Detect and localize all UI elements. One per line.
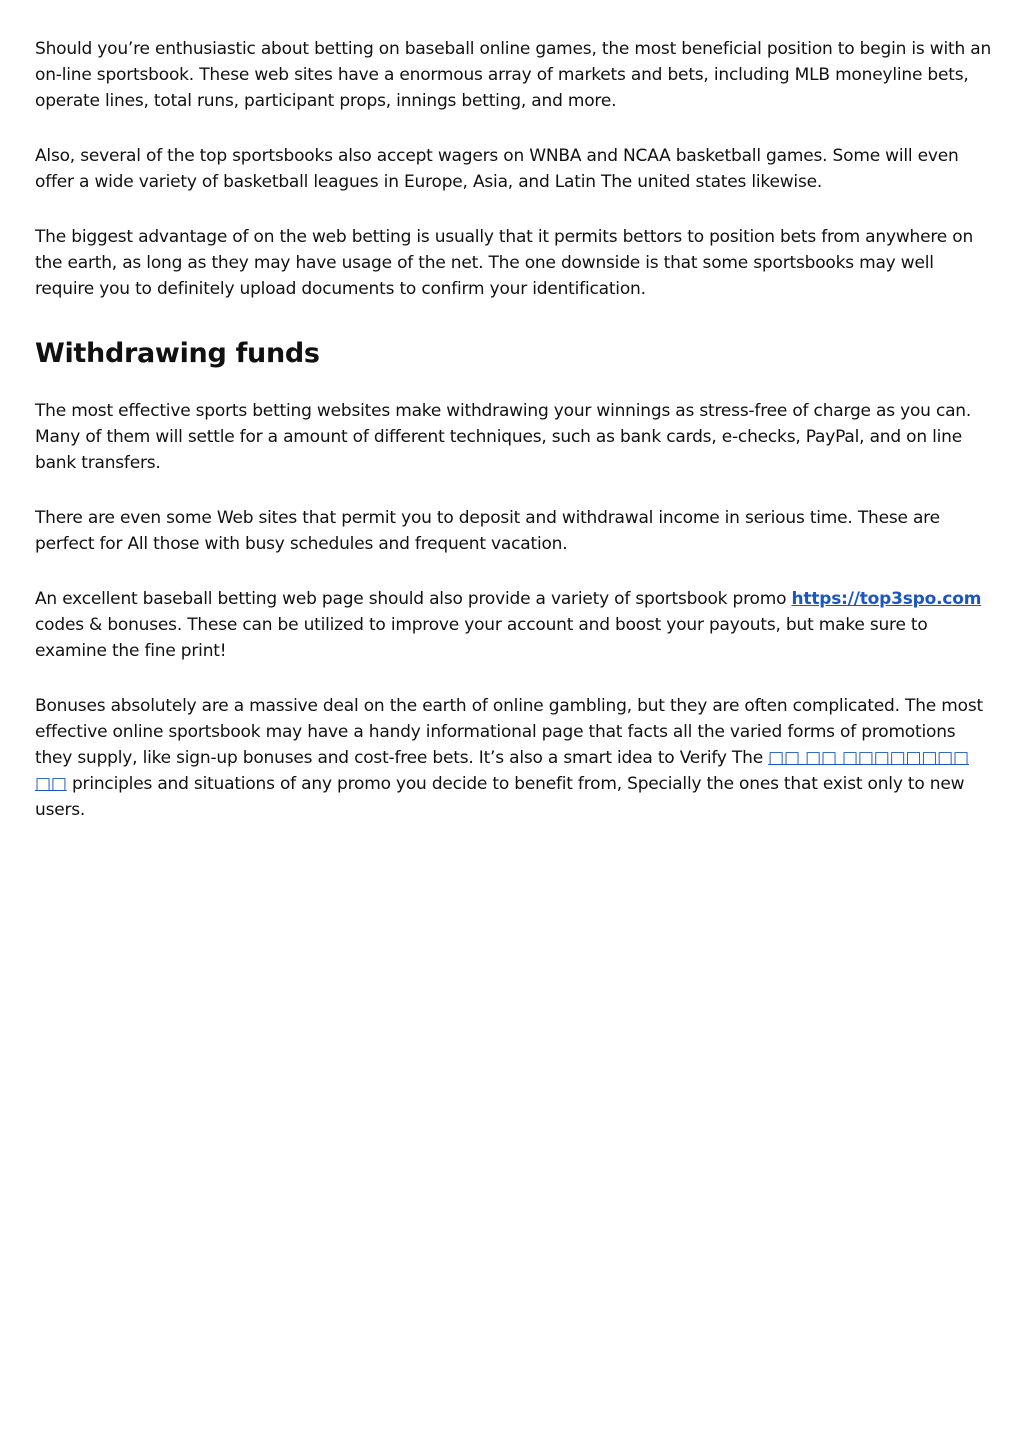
promo-text-before: An excellent baseball betting web page should also provide a variety of sportsbook promo xyxy=(35,589,792,609)
promo-link[interactable]: https://top3spo.com xyxy=(791,589,982,609)
document-page xyxy=(35,36,995,852)
paragraph-withdrawing: The most effective sports betting websites make withdrawing your winnings as stress-free of charge as you can. Many of them will settle for a amount of different techniques, such as bank cards, e-checks, PayPal, and on line bank transfers. xyxy=(35,401,972,473)
paragraph-online-advantage: The biggest advantage of on the web betting is usually that it permits bettors to position bets from anywhere on the earth, as long as they may have usage of the net. The one downside is that some sportsbooks may well require you to definitely upload documents to confirm your identification. xyxy=(35,227,974,299)
paragraph-basketball-wagers: Also, several of the top sportsbooks also accept wagers on WNBA and NCAA basketball games. Some will even offer a wide variety of basketball leagues in Europe, Asia, and Latin The united states likewise. xyxy=(35,146,959,192)
promo-text-after: codes & bonuses. These can be utilized to improve your account and boost your payouts, but make sure to examine the fine print! xyxy=(35,615,928,661)
paragraph-bonuses xyxy=(35,693,995,823)
paragraph-baseball-sportsbook: Should you’re enthusiastic about betting on baseball online games, the most beneficial position to begin is with an on-line sportsbook. These web sites have a enormous array of markets and bets, including MLB moneyline bets, operate lines, total runs, participant props, innings betting, and more. xyxy=(35,39,992,111)
paragraph-real-time: There are even some Web sites that permit you to deposit and withdrawal income in serious time. These are perfect for All those with busy schedules and frequent vacation. xyxy=(35,508,940,554)
bonus-text-after: principles and situations of any promo you decide to benefit from, Specially the ones that exist only to new users. xyxy=(35,774,965,820)
bonus-text-before: Bonuses absolutely are a massive deal on the earth of online gambling, but they are often complicated. The most effective online sportsbook may have a handy informational page that facts all the varied forms of promotions they supply, like sign-up bonuses and cost-free bets. It’s also a smart idea to Verify The xyxy=(35,696,983,768)
section-heading: Withdrawing funds xyxy=(35,338,320,369)
bonus-link[interactable]: □□ □□ □□□□□□□□ □□ xyxy=(35,748,969,794)
paragraph-promo xyxy=(35,586,995,664)
